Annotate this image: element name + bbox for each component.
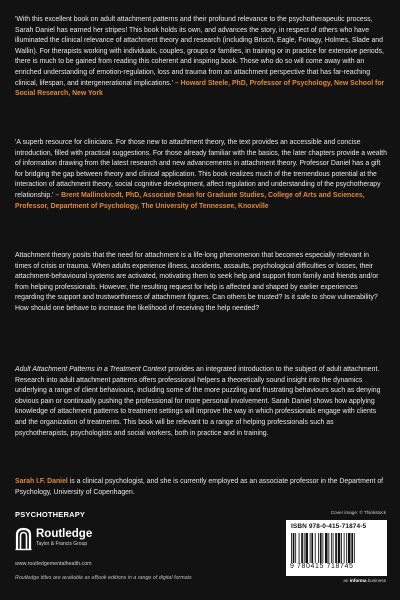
informa-business-note: an informa business <box>343 578 386 583</box>
blurb-quote: 'With this excellent book on adult attachment patterns and their profound relevance to the psychotherapeutic process, Sarah Daniel has earned her stripes! This book holds its own, and advances the story, in respect of others who have illuminated the clinical relevance of attachment theory and research (including Brisch, Eagle, Fonagy, Holmes, Slade and Wallin). For therapists working with individuals, couples, groups or families, in training or in practice for extensive periods, there is much to be gained from reading this coherent and inspiring book. Those who do so will come away with an enriched understanding of emotion-regulation, loss and trauma from an attachment perspective that has far-reaching clinical, lifespan, and intergenerational implications.' <box>15 16 384 87</box>
author-bio <box>15 477 387 498</box>
barcode-digits: 9 780415 718745 <box>290 563 354 570</box>
subject-category: PSYCHOTHERAPY <box>15 510 86 519</box>
book-title: Adult Attachment Patterns in a Treatment Context <box>15 366 167 373</box>
isbn-barcode <box>286 520 387 576</box>
author-bio-text: is a clinical psychologist, and she is currently employed as an associate professor in the Department of Psychology, University of Copenhagen. <box>15 478 384 496</box>
description-paragraph-1 <box>15 251 387 315</box>
barcode-icon <box>290 533 383 563</box>
blurb-brent-mallinckrodt <box>15 138 387 212</box>
blurb-attribution: – Brent Mallinckrodt, PhD, Associate Dean for Graduate Studies, College of Arts and Sciences, Professor, Department of Psychology, The University of Tennessee, Knoxville <box>15 191 365 210</box>
description-paragraph-2 <box>15 365 387 439</box>
cover-image-credit: Cover image: © Thinkstock <box>330 510 386 515</box>
blurb-quote: 'A superb resource for clinicians. For those new to attachment theory, the text provides an accessible and concise introduction, filled with practical suggestions. For those already familiar with the basics, the later chapters provide a wealth of information drawing from the latest research and new advancements in attachment theory. Professor Daniel has a gift for bridging the gap between theory and clinical application. This book realizes much of the tremendous potential at the interaction of attachment theory, social cognitive development, affect regulation and understanding of the psychotherapy relationship.' <box>15 139 387 199</box>
blurb-attribution: – Howard Steele, PhD, Professor of Psychology, New School for Social Research, New York <box>15 79 385 98</box>
publisher-logo <box>15 527 95 553</box>
description-text: provides an integrated introduction to the subject of adult attachment. Research into adult attachment patterns offers professional helpers a theoretically sound insight into the dynamics underlying a range of client behaviours, including some of the more puzzling and frustrating behaviours such as denying obvious pain or continually pushing the professional for more personal involvement. Sarah Daniel shows how applying knowledge of attachment patterns to treatment settings will improve the way in which professionals engage with clients and the organization of treatments. This book will be relevant to a range of helping professionals such as psychotherapists, psychologists and social workers, both in practice and in training. <box>15 366 381 437</box>
isbn-number: ISBN 978-0-415-71874-5 <box>291 523 367 530</box>
publisher-group: Taylor & Francis Group <box>36 541 88 547</box>
description-text: Attachment theory posits that the need for attachment is a life-long phenomenon that becomes especially relevant in times of crisis or trauma. When adults experience illness, accidents, assaults, psychological difficulties or losses, their attachment-behavioural systems are activated, motivating them to seek help and support from family and friends and/or from helping professionals. However, the resulting request for help is affected and shaped by earlier experiences regarding the support and trustworthiness of attachment figures. Can others be trusted? Is it safe to show vulnerability? How should one behave to increase the likelihood of receiving the help needed? <box>15 252 379 312</box>
author-name: Sarah I.F. Daniel <box>15 478 68 485</box>
publisher-website[interactable]: www.routledgementalhealth.com <box>15 561 92 567</box>
publisher-name: Routledge <box>36 528 93 540</box>
informa-brand: informa <box>349 578 367 583</box>
routledge-logo-icon <box>15 527 32 551</box>
ebook-availability-note: Routledge titles are available as eBook editions in a range of digital formats <box>15 575 192 581</box>
blurb-howard-steele <box>15 15 387 100</box>
